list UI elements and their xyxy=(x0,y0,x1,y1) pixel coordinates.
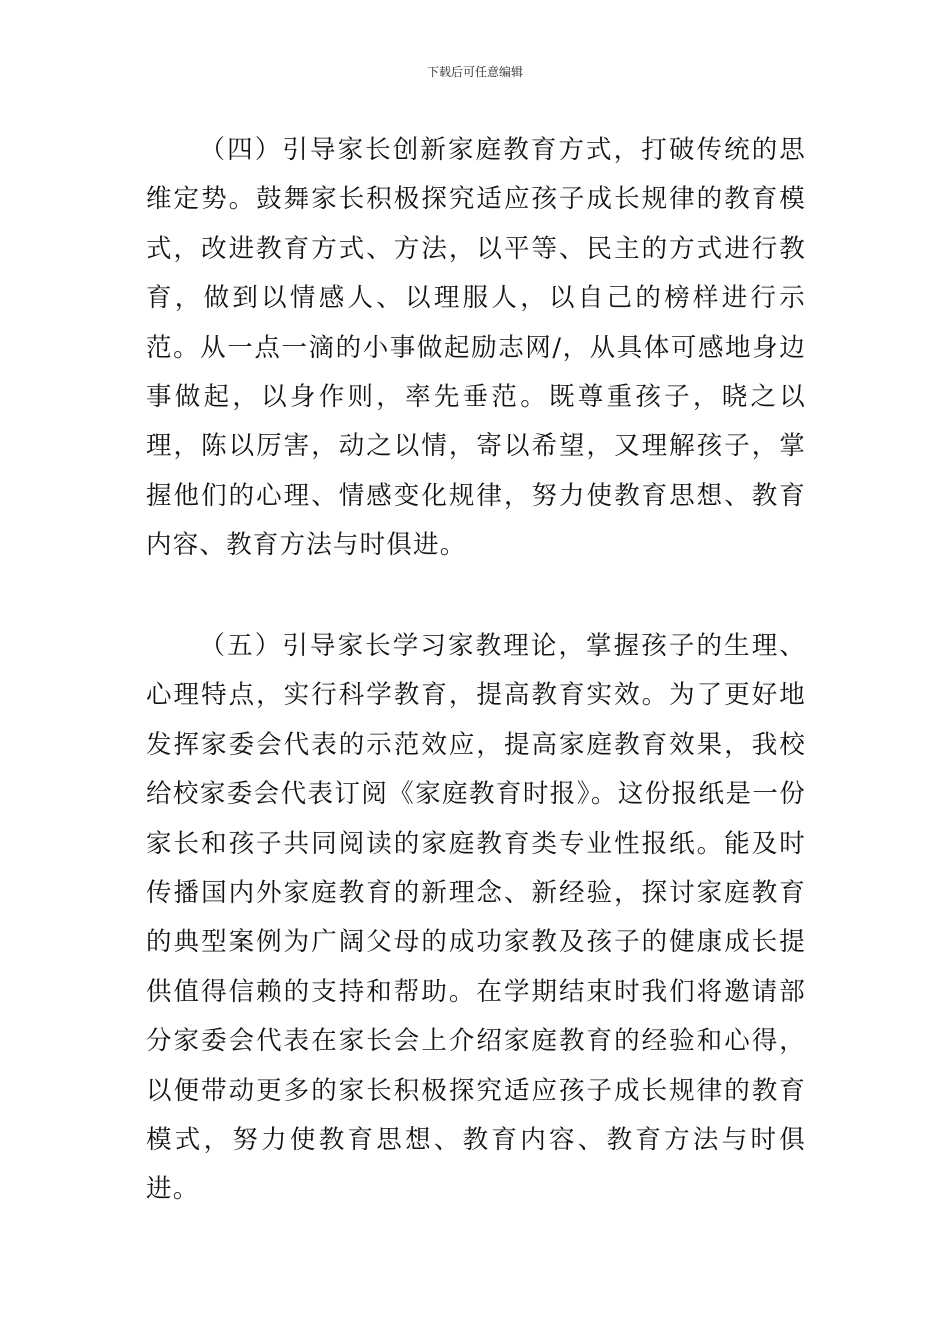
page-header-note: 下载后可任意编辑 xyxy=(426,65,523,79)
paragraph-5: （五）引导家长学习家教理论，掌握孩子的生理、心理特点，实行科学教育，提高教育实效。为了更好地发挥家委会代表的示范效应，提高家庭教育效果，我校给校家委会代表订阅《家庭教育时报》。这份报纸是一份家长和孩子共同阅读的家庭教育类专业性报纸。能及时传播国内外家庭教育的新理念、新经验，探讨家庭教育的典型案例为广阔父母的成功家教及孩子的健康成长提供值得信赖的支持和帮助。在学期结束时我们将邀请部分家委会代表在家长会上介绍家庭教育的经验和心得，以便带动更多的家长积极探究适应孩子成长规律的教育模式，努力使教育思想、教育内容、教育方法与时俱进。 xyxy=(146,631,806,1205)
paragraph-4: （四）引导家长创新家庭教育方式，打破传统的思维定势。鼓舞家长积极探究适应孩子成长规律的教育模式，改进教育方式、方法，以平等、民主的方式进行教育，做到以情感人、以理服人，以自己的榜样进行示范。从一点一滴的小事做起励志网/，从具体可感地身边事做起，以身作则，率先垂范。既尊重孩子，晓之以理，陈以厉害，动之以情，寄以希望，又理解孩子，掌握他们的心理、情感变化规律，努力使教育思想、教育内容、教育方法与时俱进。 xyxy=(146,135,806,561)
